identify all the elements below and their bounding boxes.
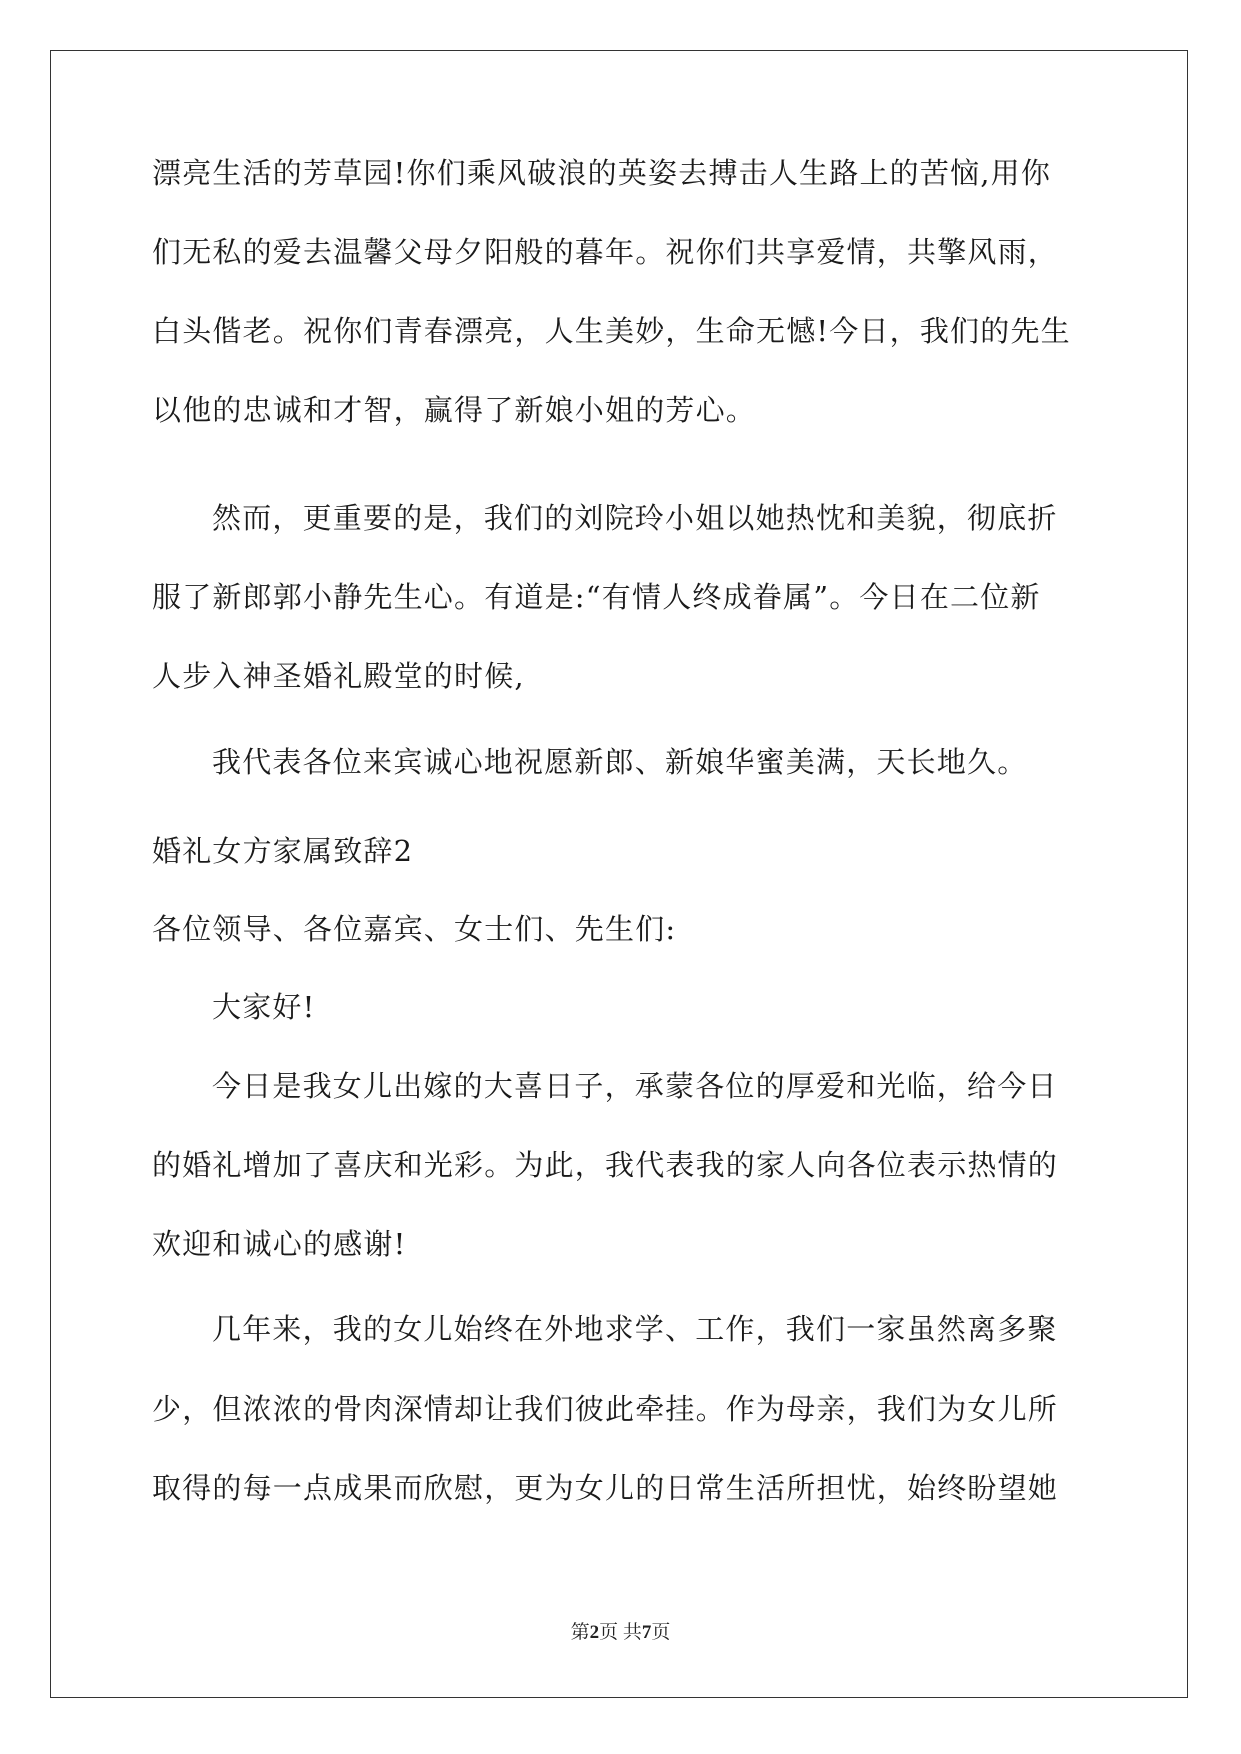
greeting-line: 大家好! bbox=[212, 990, 316, 1024]
footer-prefix: 第 bbox=[570, 1622, 590, 1643]
current-page-number: 2 bbox=[589, 1622, 600, 1643]
body-line: 白头偕老。祝你们青春漂亮，人生美妙，生命无憾!今日，我们的先生 bbox=[152, 314, 1071, 348]
body-line: 取得的每一点成果而欣慰，更为女儿的日常生活所担忧，始终盼望她 bbox=[152, 1471, 1059, 1505]
paragraph-start-line: 然而，更重要的是，我们的刘院玲小姐以她热忱和美貌，彻底折 bbox=[212, 501, 1058, 535]
body-line: 少，但浓浓的骨肉深情却让我们彼此牵挂。作为母亲，我们为女儿所 bbox=[152, 1392, 1059, 1426]
footer-suffix: 页 bbox=[651, 1622, 671, 1643]
total-page-count: 7 bbox=[641, 1622, 652, 1643]
body-line: 欢迎和诚心的感谢! bbox=[152, 1227, 407, 1261]
paragraph-start-line: 我代表各位来宾诚心地祝愿新郎、新娘华蜜美满，天长地久。 bbox=[212, 745, 1028, 779]
salutation-line: 各位领导、各位嘉宾、女士们、先生们: bbox=[152, 912, 677, 946]
section-heading: 婚礼女方家属致辞2 bbox=[152, 834, 414, 868]
page-footer bbox=[0, 1621, 1241, 1645]
footer-mid: 页 共 bbox=[599, 1622, 642, 1643]
body-line: 服了新郎郭小静先生心。有道是:“有情人终成眷属”。今日在二位新 bbox=[152, 580, 1041, 614]
page-border bbox=[50, 50, 1188, 1698]
body-line: 的婚礼增加了喜庆和光彩。为此，我代表我的家人向各位表示热情的 bbox=[152, 1148, 1059, 1182]
body-line: 漂亮生活的芳草园!你们乘风破浪的英姿去搏击人生路上的苦恼,用你 bbox=[152, 156, 1052, 190]
body-line: 以他的忠诚和才智，赢得了新娘小姐的芳心。 bbox=[152, 393, 757, 427]
paragraph-start-line: 几年来，我的女儿始终在外地求学、工作，我们一家虽然离多聚 bbox=[212, 1312, 1058, 1346]
paragraph-start-line: 今日是我女儿出嫁的大喜日子，承蒙各位的厚爱和光临，给今日 bbox=[212, 1069, 1058, 1103]
body-line: 人步入神圣婚礼殿堂的时候, bbox=[152, 659, 525, 693]
body-line: 们无私的爱去温馨父母夕阳般的暮年。祝你们共享爱情，共擎风雨， bbox=[152, 235, 1059, 269]
